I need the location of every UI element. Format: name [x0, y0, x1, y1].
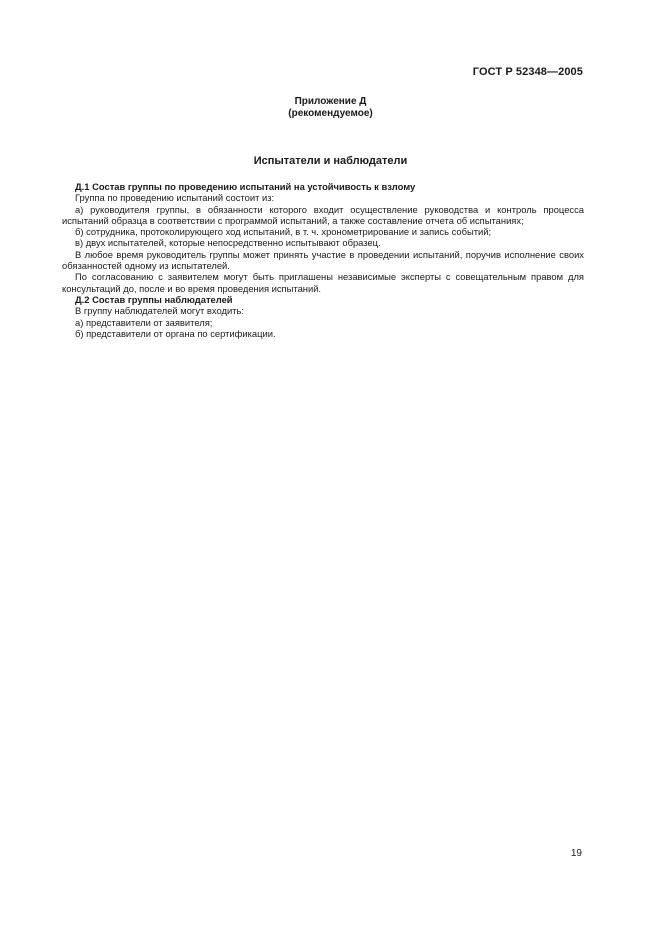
section-d1-paragraph-1: В любое время руководитель группы может принять участие в проведении испытаний, поручив исполнение своих обязанностей одному из испытателей.: [62, 248, 584, 272]
section-d1-intro: Группа по проведению испытаний состоит из:: [75, 192, 275, 204]
document-code: ГОСТ Р 52348—2005: [472, 66, 583, 78]
section-d2-item-a: а) представители от заявителя;: [75, 316, 213, 328]
section-d1-item-b: б) сотрудника, протоколирующего ход испытаний, в т. ч. хронометрирование и запись событий;: [75, 226, 492, 238]
page-number: 19: [570, 848, 582, 859]
section-d1-item-c: в) двух испытателей, которые непосредственно испытывают образец.: [75, 237, 381, 249]
section-d1-heading: Д.1 Состав группы по проведению испытаний на устойчивость к взлому: [75, 181, 416, 192]
section-d1-item-a: а) руководителя группы, в обязанности которого входит осуществление руководства и контроль процесса испытаний образца в соответствии с программой испытаний, а также составление отчета об испытаниях;: [62, 203, 584, 226]
annex-status: (рекомендуемое): [288, 108, 373, 119]
section-d1-paragraph-2: По согласованию с заявителем могут быть приглашены независимые эксперты с совещательным правом для консультаций до, после и во время проведения испытаний.: [62, 271, 584, 294]
section-d2-intro: В группу наблюдателей могут входить:: [75, 305, 244, 317]
annex-title: Испытатели и наблюдатели: [253, 155, 408, 167]
section-d2-item-b: б) представители от органа по сертификации.: [75, 327, 276, 339]
annex-header: [0, 96, 661, 120]
annex-body: [62, 181, 584, 339]
annex-label: Приложение Д: [294, 96, 367, 107]
section-d2-heading: Д.2 Состав группы наблюдателей: [75, 293, 233, 305]
